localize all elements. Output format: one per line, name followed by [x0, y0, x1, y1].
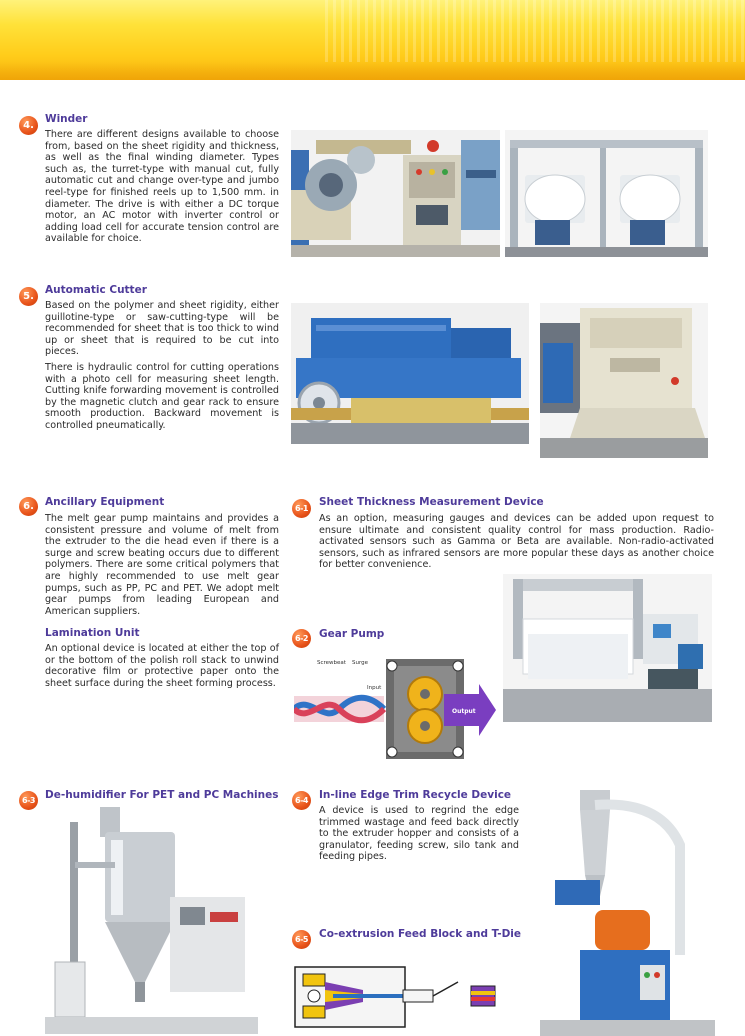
- gearpump-title: Gear Pump: [319, 628, 385, 640]
- thickness-title: Sheet Thickness Measurement Device: [319, 496, 544, 508]
- edgetrim-title: In-line Edge Trim Recycle Device: [319, 789, 512, 801]
- label-surge: Surge: [352, 660, 369, 666]
- section-number-badge: 4.: [19, 116, 38, 135]
- gear-pump-diagram: [294, 654, 496, 766]
- coextrusion-diagram: [293, 962, 503, 1032]
- ancillary-text: The melt gear pump maintains and provides a consistent pressure and volume of melt from the extruder to the die head even if there is a surge and screw beating occurs due to different polymers. There are some critical polymers that are highly recommended to use melt gear pumps, such as PP, PC and PET. We adopt melt gear pumps from leading European and American suppliers.: [45, 513, 279, 617]
- section-number-badge: 6-5: [292, 930, 311, 949]
- winder-photo-1: [291, 130, 500, 257]
- edgetrim-photo: [540, 785, 715, 1036]
- section-number-badge: 6-3: [19, 791, 38, 810]
- label-input: Input: [367, 685, 382, 691]
- lamination-text: An optional device is located at either the top of or the bottom of the polish roll stack to unwind decorative film or protective paper onto the sheet surface during the sheet forming process.: [45, 643, 279, 689]
- winder-text: There are different designs available to choose from, based on the sheet rigidity and thickness, as well as the final winding diameter. Types such as, the turret-type with manual cut, fully automatic cut and change over-type and jumbo reel-type for finished reels up to 1,500 mm. in diameter. The drive is with either a DC torque motor, an AC motor with inverter control or adding load cell for accurate tension control are available for choice.: [45, 129, 279, 245]
- header-stripes: [325, 0, 745, 62]
- label-screwbeat: Screwbeat: [317, 660, 346, 666]
- cutter-text-1: Based on the polymer and sheet rigidity, either guillotine-type or saw-cutting-type will be recommended for sheet that is too thick to wind up or sheet that is required to be cut into pieces.: [45, 300, 279, 358]
- cutter-photo-1: [291, 303, 529, 444]
- section-number-badge: 5.: [19, 287, 38, 306]
- coextrusion-title: Co-extrusion Feed Block and T-Die: [319, 928, 522, 940]
- cutter-text-2: There is hydraulic control for cutting operations with a photo cell for measuring sheet length. Cutting knife forwarding movement is controlled by the magnetic clutch and gear rack to ensure smooth production. Backward movement is controlled pneumatically.: [45, 361, 279, 431]
- label-output: Output: [452, 708, 476, 715]
- cutter-photo-2: [540, 303, 708, 458]
- section-number-badge: 6-1: [292, 499, 311, 518]
- lamination-title: Lamination Unit: [45, 627, 140, 639]
- header-band: [0, 0, 745, 80]
- winder-photo-2: [505, 130, 708, 257]
- section-number-badge: 6-2: [292, 629, 311, 648]
- edgetrim-text: A device is used to regrind the edge trimmed wastage and feed back directly to the extruder hopper and consists of a granulator, feeding screw, silo tank and feeding pipes.: [319, 805, 519, 863]
- ancillary-title: Ancillary Equipment: [45, 496, 165, 508]
- thickness-photo: [503, 574, 712, 722]
- section-number-badge: 6-4: [292, 791, 311, 810]
- thickness-text: As an option, measuring gauges and devices can be added upon request to ensure ultimate and consistent quality control for mass production. Radio-activated sensors such as Gamma or Beta are available. Non-radio-activated sensors, such as infrared sensors are more popular these days as another choice for better convenience.: [319, 513, 714, 571]
- winder-title: Winder: [45, 113, 88, 125]
- cutter-title: Automatic Cutter: [45, 284, 147, 296]
- dehumidifier-title: De-humidifier For PET and PC Machines: [45, 789, 279, 801]
- dehumidifier-photo: [45, 802, 258, 1034]
- cutter-text: [45, 300, 279, 436]
- section-number-badge: 6.: [19, 497, 38, 516]
